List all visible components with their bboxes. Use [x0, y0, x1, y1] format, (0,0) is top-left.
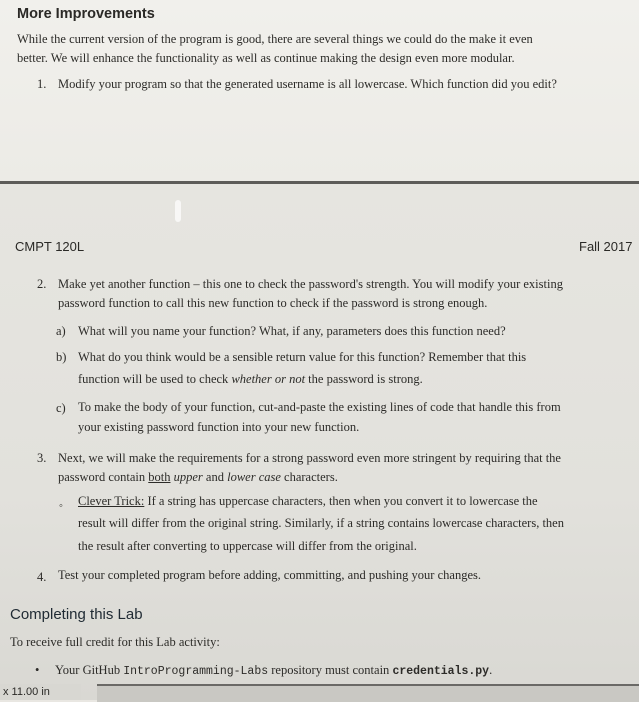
intro-line-2: better. We will enhance the functionality as well as continue making the design even more modular. — [17, 51, 515, 65]
item-3-lower: lower case — [227, 470, 281, 484]
sub-b-line-2 — [78, 370, 633, 389]
completing-heading: Completing this Lab — [10, 606, 143, 623]
item-3-upper: upper — [173, 470, 203, 484]
item-3-number: 3. — [37, 451, 47, 465]
item-3-post: characters. — [280, 470, 338, 484]
sub-b-line-2-pre: function will be used to check — [78, 372, 232, 386]
trick-line-3: the result after converting to uppercase will differ from the original. — [78, 539, 417, 553]
intro-line-1: While the current version of the program is good, there are several things we could do the make it even — [17, 32, 533, 46]
req-post: . — [489, 663, 493, 677]
term-label: Fall 2017 — [579, 239, 633, 254]
trick-line-1-text: If a string has uppercase characters, then when you convert it to lowercase the — [144, 494, 538, 508]
req-pre: Your GitHub — [55, 663, 124, 677]
item-4-number: 4. — [37, 570, 47, 584]
sub-b-emphasis: whether or not — [231, 372, 306, 386]
trick-line-2: result will differ from the original string. Similarly, if a string contains lowercase characters, then — [78, 516, 564, 530]
sub-b-line-1: What do you think would be a sensible return value for this function? Remember that this — [78, 350, 527, 364]
item-1-number: 1. — [37, 77, 47, 91]
item-1-text: Modify your program so that the generated username is all lowercase. Which function did you edit? — [58, 77, 557, 91]
sub-c-line-2: your existing password function into your new function. — [78, 420, 360, 434]
requirement-bullet: • — [35, 663, 40, 677]
clever-trick-label: Clever Trick: — [78, 494, 145, 508]
item-2-line-2: password function to call this new function to check if the password is strong enough. — [58, 296, 488, 310]
sub-c-label: c) — [56, 401, 66, 415]
req-mid: repository must contain — [268, 663, 393, 677]
light-glare — [175, 200, 181, 222]
item-3-both: both — [148, 470, 171, 484]
completing-intro: To receive full credit for this Lab activity: — [10, 635, 220, 649]
item-3-pre: password contain — [58, 470, 149, 484]
file-name: credentials.py — [392, 665, 490, 678]
clever-trick-bullet: ◦ — [59, 500, 63, 512]
item-2-number: 2. — [37, 277, 47, 291]
sub-b-line-2-post: the password is strong. — [305, 372, 423, 386]
item-3-line-2 — [58, 468, 638, 487]
item-3-line-1: Next, we will make the requirements for a strong password even more stringent by requiring that the — [58, 451, 561, 465]
bottom-toolbar — [97, 684, 639, 702]
course-code: CMPT 120L — [15, 239, 85, 254]
sub-a-text: What will you name your function? What, if any, parameters does this function need? — [78, 324, 506, 338]
section-heading-improvements: More Improvements — [17, 6, 155, 22]
item-2-line-1: Make yet another function – this one to check the password's strength. You will modify your existing — [58, 277, 563, 291]
item-3-and: and — [202, 470, 228, 484]
item-4-text: Test your completed program before adding, committing, and pushing your changes. — [58, 568, 481, 582]
sub-a-label: a) — [56, 324, 66, 338]
trick-line-1 — [78, 492, 638, 511]
sub-b-label: b) — [56, 350, 67, 364]
sub-c-line-1: To make the body of your function, cut-and-paste the existing lines of code that handle this from — [78, 400, 561, 414]
page-size-indicator: x 11.00 in — [0, 684, 81, 700]
requirement-line — [55, 661, 635, 681]
repo-name: IntroProgramming-Labs — [123, 665, 269, 678]
